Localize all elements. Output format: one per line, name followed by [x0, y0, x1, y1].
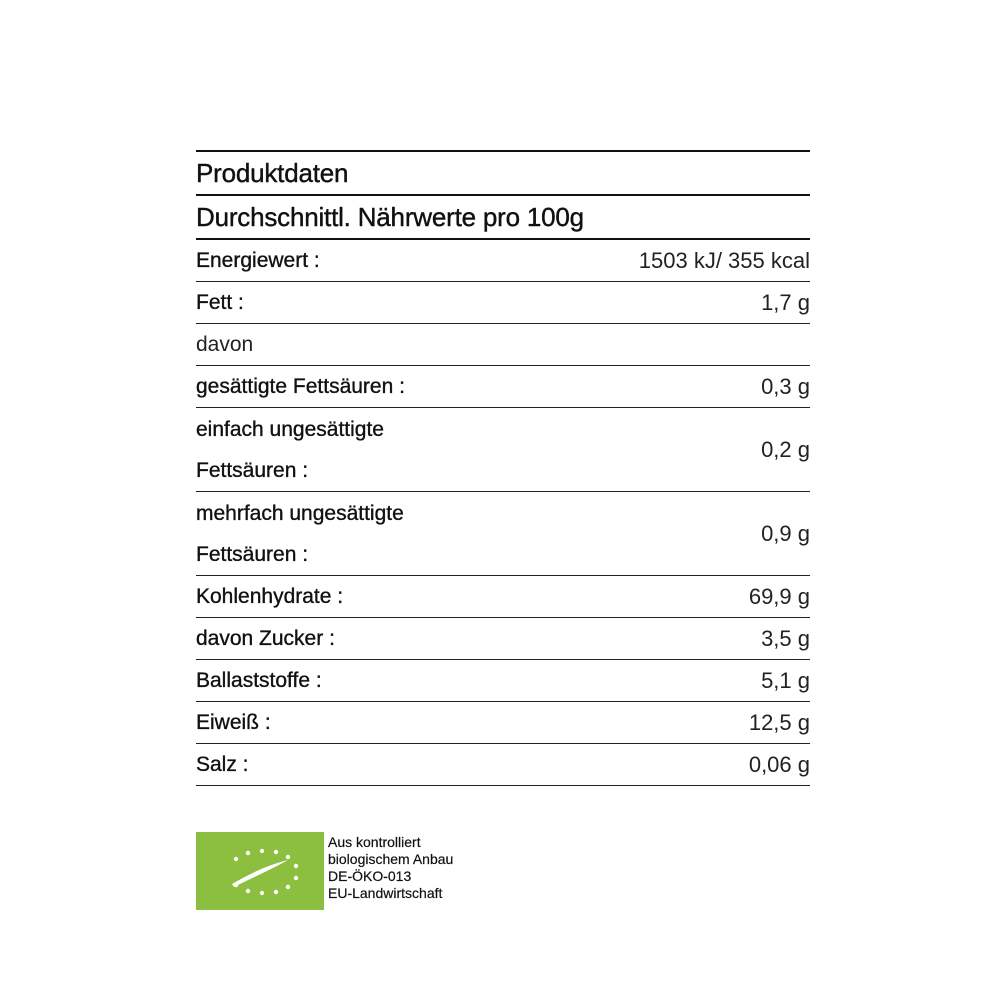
row-label: Energiewert :	[196, 249, 320, 272]
row-label: Fett :	[196, 291, 244, 314]
row-value: 1503 kJ/ 355 kcal	[638, 247, 810, 273]
row-label-line2: Fettsäuren :	[196, 458, 309, 482]
organic-text-line: EU-Landwirtschaft	[328, 885, 443, 901]
row-polyunsaturated-fat	[196, 492, 810, 576]
row-sugar	[196, 618, 810, 660]
row-value: 0,9 g	[761, 520, 810, 546]
row-label: davon Zucker :	[196, 627, 335, 650]
row-fat	[196, 282, 810, 324]
row-carbohydrates	[196, 576, 810, 618]
organic-certification	[196, 832, 453, 910]
row-value: 0,3 g	[761, 373, 810, 399]
table-title: Produktdaten	[196, 150, 810, 196]
row-salt	[196, 744, 810, 786]
row-label: Kohlenhydrate :	[196, 585, 344, 608]
row-davon	[196, 324, 810, 366]
row-value: 5,1 g	[761, 667, 810, 693]
row-value: 1,7 g	[761, 289, 810, 315]
row-label: Eiweiß :	[196, 711, 271, 734]
row-label-line2: Fettsäuren :	[196, 542, 309, 566]
row-value: 12,5 g	[748, 709, 810, 735]
row-label: Ballaststoffe :	[196, 669, 322, 692]
row-protein	[196, 702, 810, 744]
row-label: gesättigte Fettsäuren :	[196, 375, 405, 398]
row-energy	[196, 240, 810, 282]
row-value: 69,9 g	[748, 583, 810, 609]
row-value: 3,5 g	[761, 625, 810, 651]
table-subtitle: Durchschnittl. Nährwerte pro 100g	[196, 196, 810, 240]
row-label	[196, 409, 384, 491]
row-label: davon	[196, 333, 254, 356]
row-value: 0,2 g	[761, 436, 810, 462]
organic-text	[328, 834, 453, 902]
organic-text-line: Aus kontrolliert	[328, 834, 421, 850]
nutrition-table	[196, 150, 810, 786]
row-value: 0,06 g	[748, 751, 810, 777]
row-saturated-fat	[196, 366, 810, 408]
organic-text-line: DE-ÖKO-013	[328, 868, 412, 884]
row-label-line1: mehrfach ungesättigte	[196, 501, 404, 525]
organic-text-line: biologischem Anbau	[328, 851, 454, 867]
row-label: Salz :	[196, 753, 249, 776]
row-label	[196, 493, 404, 575]
eu-organic-leaf-icon	[196, 832, 324, 910]
row-monounsaturated-fat	[196, 408, 810, 492]
row-fiber	[196, 660, 810, 702]
row-label-line1: einfach ungesättigte	[196, 417, 384, 441]
